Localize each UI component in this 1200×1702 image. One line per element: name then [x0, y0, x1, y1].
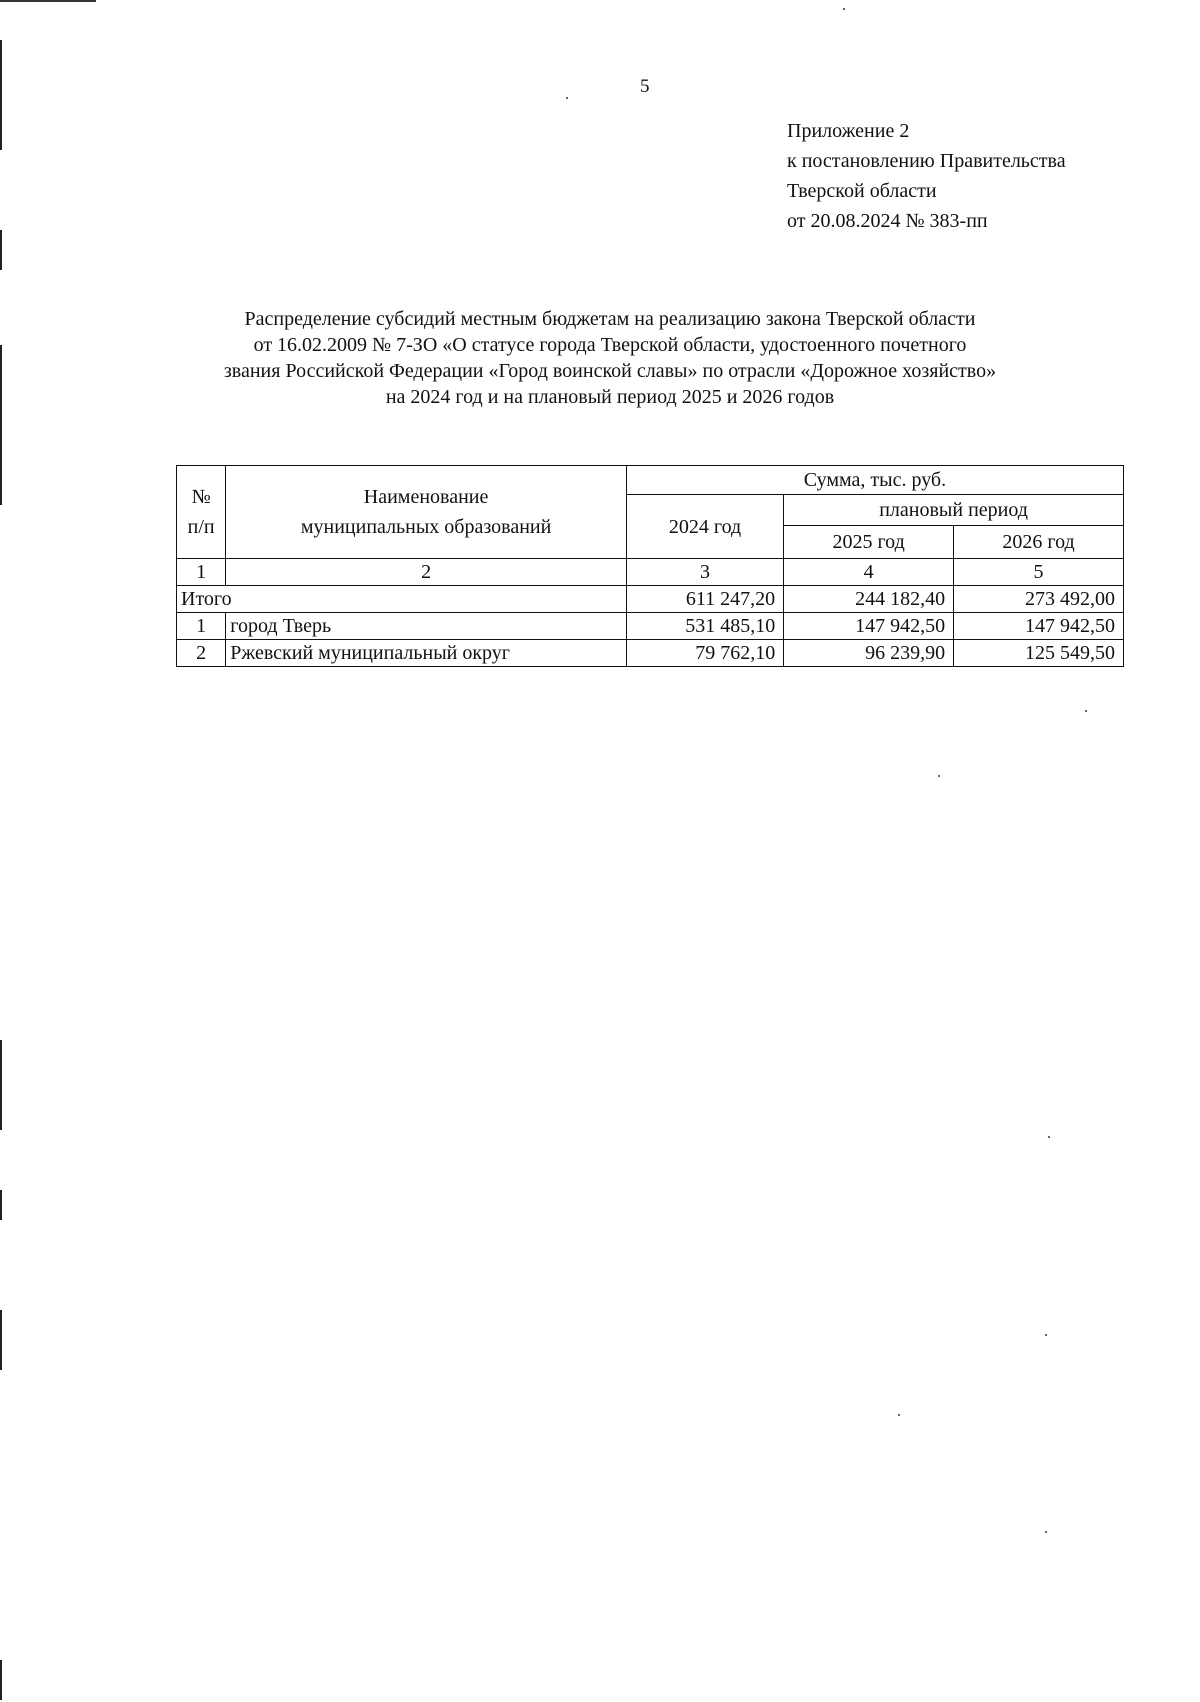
appendix-line: Приложение 2: [787, 120, 910, 142]
title-line: Распределение субсидий местным бюджетам на реализацию закона Тверской области: [244, 308, 976, 330]
column-number-row: [177, 559, 1124, 586]
municipality-name: город Тверь: [226, 613, 627, 640]
appendix-block: [787, 116, 1066, 236]
header-year-2025: 2025 год: [784, 526, 954, 559]
scan-speck: [566, 97, 568, 99]
amount-2026: 125 549,50: [954, 640, 1124, 667]
amount-2024: 531 485,10: [626, 613, 783, 640]
header-year-2026: 2026 год: [954, 526, 1124, 559]
scan-speck: [1045, 1334, 1047, 1336]
scan-edge-mark: [0, 1660, 2, 1700]
amount-2026: 147 942,50: [954, 613, 1124, 640]
appendix-line: Тверской области: [787, 180, 937, 202]
scan-edge-mark: [0, 1310, 2, 1370]
scan-speck: [1048, 1136, 1050, 1138]
document-title: [180, 306, 1040, 410]
page-number: 5: [640, 76, 650, 97]
row-number: 2: [177, 640, 226, 667]
row-number: 1: [177, 613, 226, 640]
title-line: звания Российской Федерации «Город воинской славы» по отрасли «Дорожное хозяйство»: [223, 360, 997, 382]
scan-edge-mark: [0, 230, 2, 270]
scan-edge-mark: [0, 40, 2, 150]
header-number-line: №: [191, 486, 211, 508]
column-number: 1: [177, 559, 226, 586]
header-number: [177, 466, 226, 559]
total-2024: 611 247,20: [626, 586, 783, 613]
scan-speck: [1085, 710, 1087, 712]
total-row: [177, 586, 1124, 613]
header-sum: Сумма, тыс. руб.: [626, 466, 1123, 495]
scan-edge-mark: [0, 345, 2, 505]
table-header-row: [177, 466, 1124, 495]
scan-top-rule: [0, 0, 96, 2]
scan-speck: [938, 775, 940, 777]
scan-speck: [843, 8, 845, 10]
title-line: на 2024 год и на плановый период 2025 и 2026 годов: [385, 386, 835, 408]
header-planning-period: плановый период: [784, 495, 1124, 526]
appendix-line: от 20.08.2024 № 383-пп: [787, 210, 988, 232]
column-number: 3: [626, 559, 783, 586]
municipality-name: Ржевский муниципальный округ: [226, 640, 627, 667]
header-name-line: Наименование: [363, 486, 489, 508]
scan-edge-mark: [0, 1190, 2, 1220]
scan-edge-mark: [0, 1040, 2, 1130]
total-label: Итого: [177, 586, 627, 613]
scan-speck: [898, 1414, 900, 1416]
header-year-2024: 2024 год: [626, 495, 783, 559]
total-2025: 244 182,40: [784, 586, 954, 613]
table-row: [177, 613, 1124, 640]
subsidy-table: [176, 465, 1124, 667]
title-line: от 16.02.2009 № 7-ЗО «О статусе города Тверской области, удостоенного почетного: [253, 334, 967, 356]
column-number: 2: [226, 559, 627, 586]
header-number-line: п/п: [187, 516, 215, 538]
total-2026: 273 492,00: [954, 586, 1124, 613]
amount-2025: 147 942,50: [784, 613, 954, 640]
appendix-line: к постановлению Правительства: [787, 150, 1066, 172]
scan-speck: [1045, 1531, 1047, 1533]
header-name-line: муниципальных образований: [300, 516, 552, 538]
header-name: [226, 466, 627, 559]
amount-2024: 79 762,10: [626, 640, 783, 667]
table-row: [177, 640, 1124, 667]
amount-2025: 96 239,90: [784, 640, 954, 667]
column-number: 4: [784, 559, 954, 586]
column-number: 5: [954, 559, 1124, 586]
